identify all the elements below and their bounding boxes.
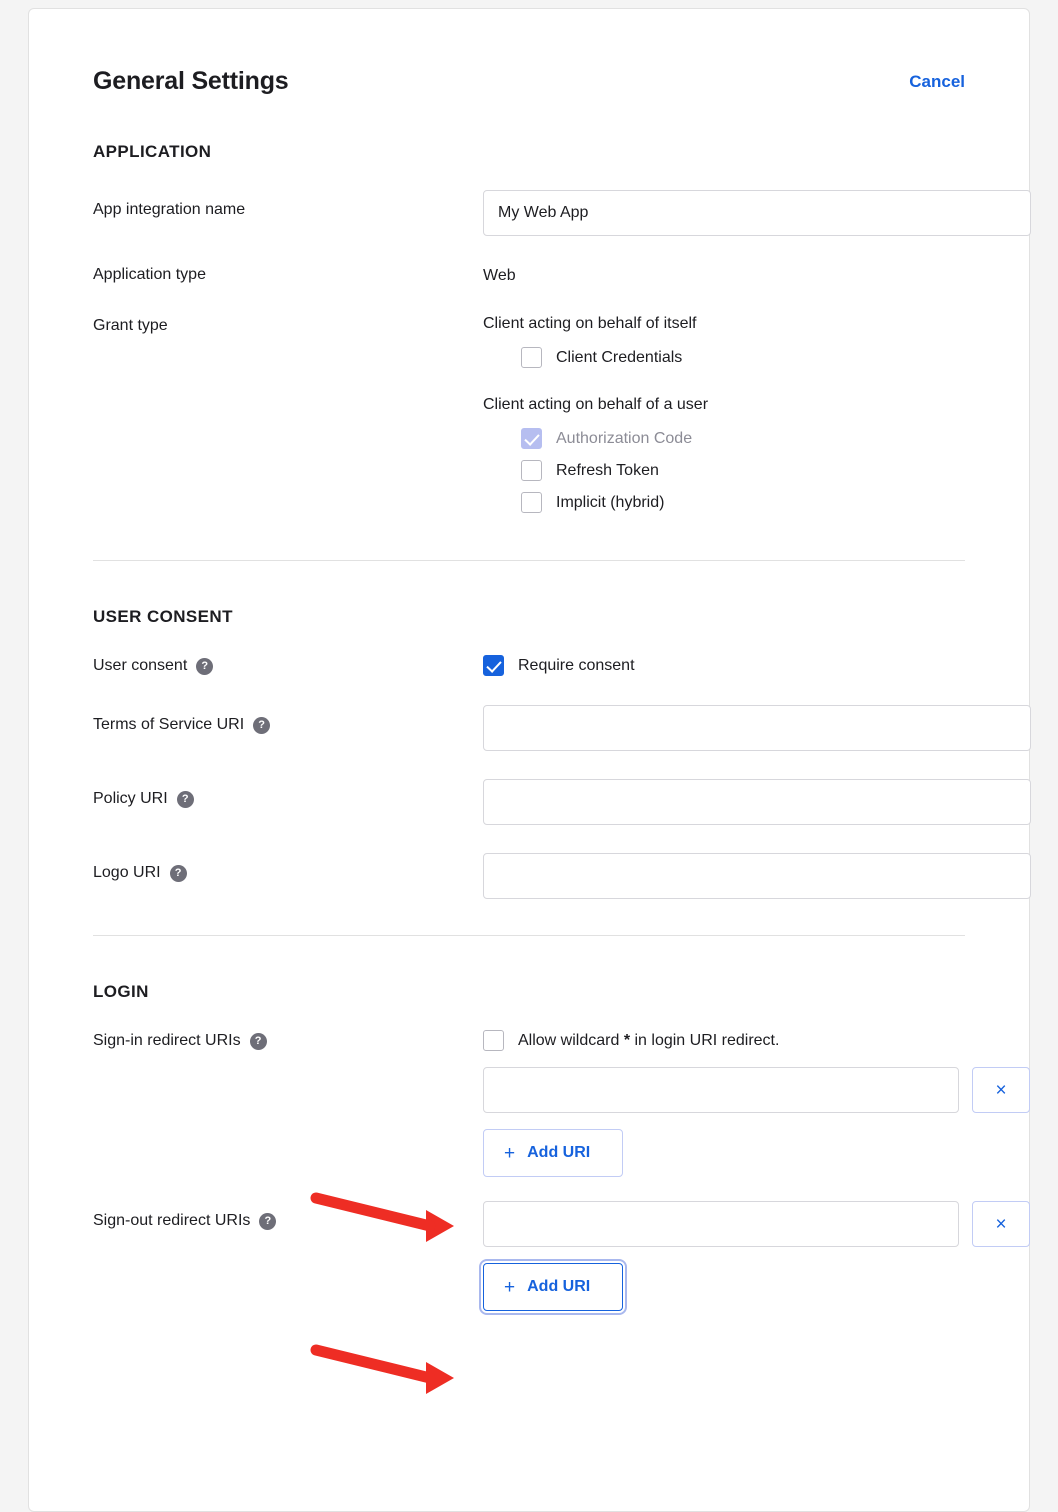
field-terms-of-service-uri <box>93 705 965 751</box>
signout-redirect-uri-input[interactable] <box>483 1201 959 1247</box>
field-app-integration-name <box>93 190 965 236</box>
help-icon[interactable]: ? <box>250 1033 267 1050</box>
add-signin-uri-label: Add URI <box>527 1144 591 1161</box>
require-consent-checkbox[interactable] <box>483 655 504 676</box>
section-title-user-consent: USER CONSENT <box>93 607 233 626</box>
field-grant-type <box>93 315 965 524</box>
help-icon[interactable]: ? <box>170 865 187 882</box>
label-policy-uri <box>93 779 483 810</box>
cancel-button[interactable]: Cancel <box>909 71 965 91</box>
label-signin-redirect-uris <box>93 1030 483 1052</box>
divider-user-consent <box>93 935 965 936</box>
application-type-value: Web <box>483 267 516 284</box>
checkbox-row-refresh-token[interactable] <box>521 460 965 481</box>
app-integration-name-input[interactable] <box>483 190 1031 236</box>
general-settings-card <box>28 8 1030 1512</box>
page-title: General Settings <box>93 67 289 95</box>
field-signout-redirect-uris <box>93 1201 1007 1311</box>
allow-wildcard-label <box>518 1032 779 1050</box>
signin-uri-row <box>483 1067 1030 1113</box>
label-user-consent-text: User consent <box>93 657 188 674</box>
help-icon[interactable]: ? <box>177 791 194 808</box>
allow-wildcard-checkbox[interactable] <box>483 1030 504 1051</box>
allow-wildcard-label-star: * <box>623 1031 631 1049</box>
label-app-integration-name: App integration name <box>93 201 246 218</box>
checkbox-row-client-credentials[interactable] <box>521 347 965 368</box>
field-application-type <box>93 264 965 287</box>
divider-application <box>93 560 965 561</box>
field-logo-uri <box>93 853 965 899</box>
remove-signout-uri-button[interactable] <box>972 1201 1030 1247</box>
card-header <box>93 9 965 96</box>
refresh-token-checkbox[interactable] <box>521 460 542 481</box>
help-icon[interactable]: ? <box>196 658 213 675</box>
label-signout-redirect-uris-text: Sign-out redirect URIs <box>93 1212 251 1229</box>
allow-wildcard-label-post: in login URI redirect. <box>630 1031 780 1049</box>
section-title-login: LOGIN <box>93 982 149 1001</box>
add-signout-uri-label: Add URI <box>527 1278 591 1295</box>
grant-group-self-label: Client acting on behalf of itself <box>483 315 697 332</box>
label-grant-type: Grant type <box>93 317 168 334</box>
help-icon[interactable]: ? <box>259 1213 276 1230</box>
signin-redirect-uri-input[interactable] <box>483 1067 959 1113</box>
plus-icon: + <box>504 1276 516 1298</box>
add-signout-uri-button[interactable] <box>483 1263 623 1311</box>
allow-wildcard-label-pre: Allow wildcard <box>518 1031 624 1049</box>
add-signin-uri-button[interactable] <box>483 1129 623 1177</box>
logo-uri-input[interactable] <box>483 853 1031 899</box>
checkbox-row-allow-wildcard[interactable] <box>483 1030 1030 1051</box>
section-title-application: APPLICATION <box>93 142 212 161</box>
label-terms-of-service-uri-text: Terms of Service URI <box>93 716 245 733</box>
close-icon: × <box>995 1213 1007 1235</box>
help-icon[interactable]: ? <box>253 717 270 734</box>
signout-uri-row <box>483 1201 1030 1247</box>
terms-of-service-uri-input[interactable] <box>483 705 1031 751</box>
client-credentials-checkbox[interactable] <box>521 347 542 368</box>
label-user-consent <box>93 655 483 677</box>
policy-uri-input[interactable] <box>483 779 1031 825</box>
label-terms-of-service-uri <box>93 705 483 736</box>
label-signin-redirect-uris-text: Sign-in redirect URIs <box>93 1032 241 1049</box>
close-icon: × <box>995 1079 1007 1101</box>
implicit-hybrid-checkbox[interactable] <box>521 492 542 513</box>
field-user-consent <box>93 655 965 677</box>
label-logo-uri <box>93 853 483 884</box>
authorization-code-checkbox[interactable] <box>521 428 542 449</box>
label-logo-uri-text: Logo URI <box>93 864 161 881</box>
field-policy-uri <box>93 779 965 825</box>
checkbox-row-require-consent[interactable] <box>483 655 965 676</box>
checkbox-row-authorization-code[interactable] <box>521 428 965 449</box>
label-policy-uri-text: Policy URI <box>93 790 168 807</box>
refresh-token-label: Refresh Token <box>556 461 659 479</box>
checkbox-row-implicit-hybrid[interactable] <box>521 492 965 513</box>
authorization-code-label: Authorization Code <box>556 429 693 447</box>
remove-signin-uri-button[interactable] <box>972 1067 1030 1113</box>
field-signin-redirect-uris <box>93 1030 1007 1177</box>
label-signout-redirect-uris <box>93 1201 483 1232</box>
plus-icon: + <box>504 1142 516 1164</box>
require-consent-label: Require consent <box>518 656 635 674</box>
client-credentials-label: Client Credentials <box>556 348 683 366</box>
implicit-hybrid-label: Implicit (hybrid) <box>556 493 665 511</box>
label-application-type: Application type <box>93 266 206 283</box>
grant-group-user-label: Client acting on behalf of a user <box>483 396 709 413</box>
